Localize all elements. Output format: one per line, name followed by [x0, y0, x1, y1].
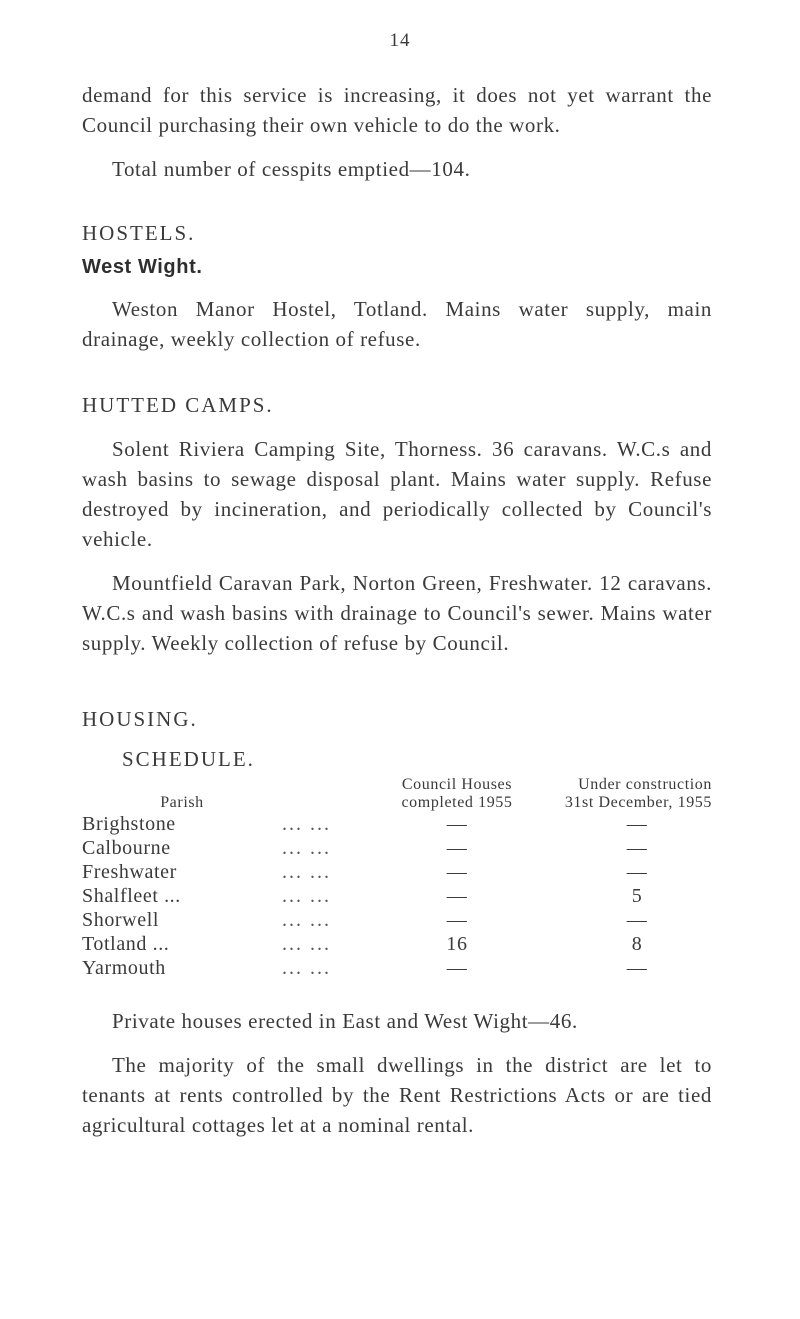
cesspits-continuation-paragraph: demand for this service is increasing, it does not yet warrant the Council purchasing their own vehicle to do the work.: [82, 83, 712, 137]
cesspits-total-paragraph: Total number of cesspits emptied—104.: [112, 157, 471, 181]
private-houses-paragraph: Private houses erected in East and West Wight—46.: [112, 1009, 578, 1033]
solent-riviera-paragraph: Solent Riviera Camping Site, Thorness. 36 caravans. W.C.s and wash basins to sewage disposal plant. Mains water supply. Refuse destroyed by incineration, and periodically collected by Council's vehicle.: [82, 437, 712, 551]
hostels-heading: HOSTELS.: [82, 221, 196, 245]
header-under-construction: Under construction 31st December, 1955: [564, 776, 712, 811]
table-row: Brighstone ... ... — —: [82, 813, 648, 835]
page-number: 14: [389, 30, 411, 51]
table-row: Shalfleet ... ... ... — 5: [82, 885, 643, 907]
west-wight-subheading: West Wight.: [82, 256, 203, 278]
hutted-camps-heading: HUTTED CAMPS.: [82, 393, 274, 417]
mountfield-paragraph: Mountfield Caravan Park, Norton Green, Freshwater. 12 caravans. W.C.s and wash basins with drainage to Council's sewer. Mains water supply. Weekly collection of refuse by Council.: [82, 571, 712, 655]
table-row: Shorwell ... ... — —: [82, 909, 648, 931]
majority-paragraph: The majority of the small dwellings in the district are let to tenants at rents controlled by the Rent Restrictions Acts or are tied agricultural cottages let at a nominal rental.: [82, 1053, 712, 1137]
table-row: Freshwater ... ... — —: [82, 861, 648, 883]
schedule-title: SCHEDULE.: [122, 747, 255, 771]
page-content: [82, 70, 712, 1140]
hostels-paragraph: Weston Manor Hostel, Totland. Mains water supply, main drainage, weekly collection of refuse.: [82, 297, 712, 351]
table-row: Yarmouth ... ... — —: [82, 957, 648, 979]
header-council-houses: Council Houses completed 1955: [401, 776, 513, 811]
housing-schedule-table: [82, 776, 712, 980]
table-row: Totland ... ... ... 16 8: [82, 933, 643, 955]
table-row: Calbourne ... ... — —: [82, 837, 648, 859]
housing-heading: HOUSING.: [82, 707, 198, 731]
schedule-header-row: [82, 776, 712, 812]
header-parish: Parish: [160, 794, 204, 811]
